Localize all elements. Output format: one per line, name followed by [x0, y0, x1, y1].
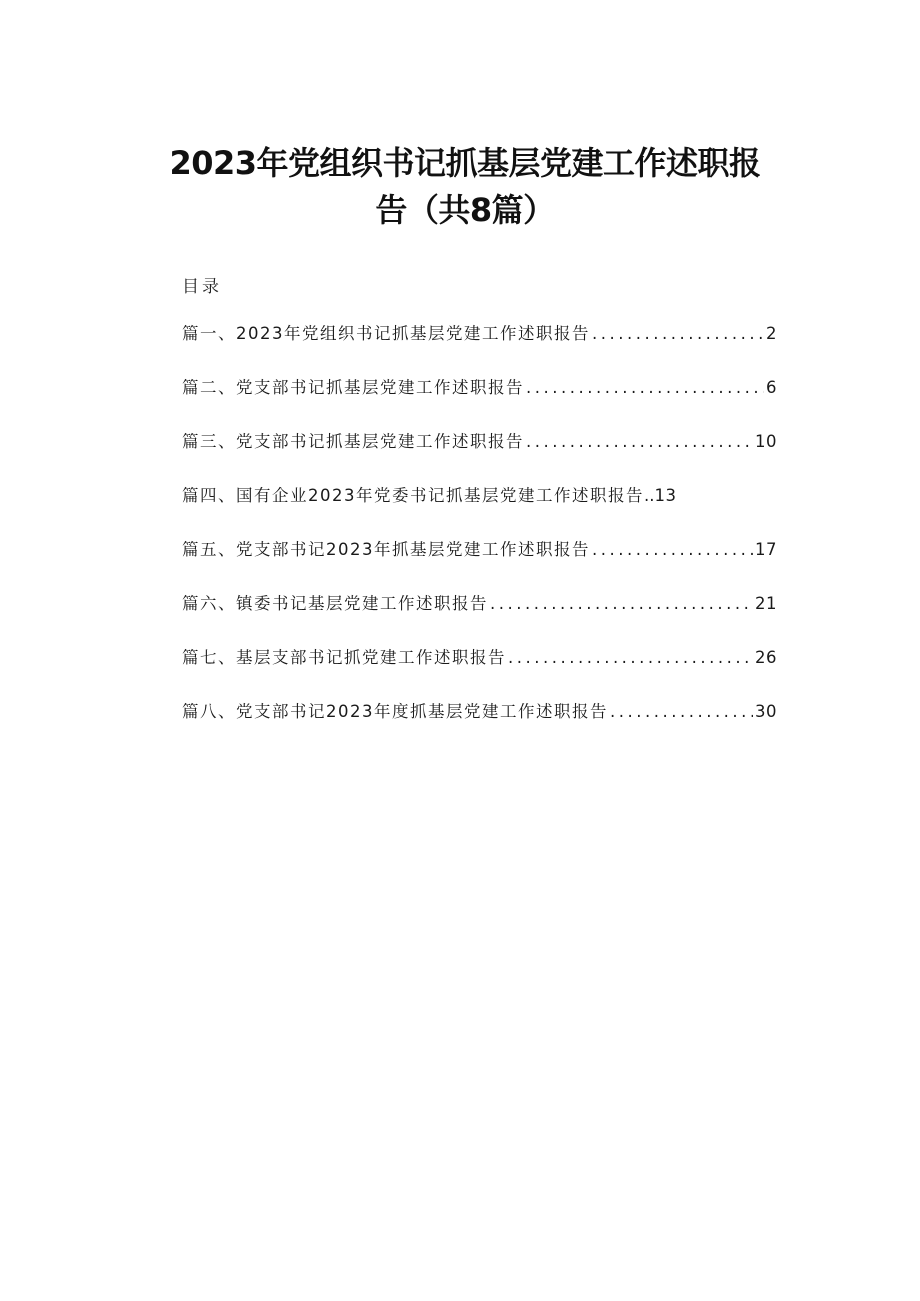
toc-entry-title: 篇八、党支部书记2023年度抓基层党建工作述职报告 — [182, 702, 608, 721]
toc-entry-5[interactable] — [182, 536, 777, 590]
toc-entry-page: 21 — [755, 594, 777, 613]
toc-entry-page: 2 — [766, 324, 777, 343]
toc-entry-page: 6 — [766, 378, 777, 397]
toc-entry-4[interactable] — [182, 482, 777, 536]
toc-leader-dots — [490, 594, 753, 613]
table-of-contents — [182, 320, 777, 752]
toc-leader-dots — [592, 324, 764, 343]
toc-leader-dots — [526, 378, 764, 397]
toc-entry-8[interactable] — [182, 698, 777, 752]
toc-leader-dots — [526, 432, 753, 451]
toc-entry-page: 17 — [755, 540, 777, 559]
toc-leader-dots — [508, 648, 753, 667]
toc-entry-7[interactable] — [182, 644, 777, 698]
toc-entry-6[interactable] — [182, 590, 777, 644]
toc-entry-title: 篇三、党支部书记抓基层党建工作述职报告 — [182, 432, 524, 451]
toc-entry-title: 篇五、党支部书记2023年抓基层党建工作述职报告 — [182, 540, 590, 559]
toc-entry-page: 30 — [755, 702, 777, 721]
toc-entry-1[interactable] — [182, 320, 777, 374]
toc-leader-dots — [592, 540, 753, 559]
toc-leader-dots — [610, 702, 753, 721]
toc-leader-dots — [644, 486, 655, 505]
toc-entry-title: 篇四、国有企业2023年党委书记抓基层党建工作述职报告 — [182, 486, 644, 505]
toc-entry-page: 10 — [755, 432, 777, 451]
toc-entry-title: 篇一、2023年党组织书记抓基层党建工作述职报告 — [182, 324, 590, 343]
toc-entry-title: 篇七、基层支部书记抓党建工作述职报告 — [182, 648, 506, 667]
toc-entry-title: 篇六、镇委书记基层党建工作述职报告 — [182, 594, 488, 613]
toc-entry-page: 13 — [654, 486, 677, 505]
document-title-line-2: 告（共8篇） — [375, 191, 555, 229]
toc-entry-page: 26 — [755, 648, 777, 667]
toc-entry-title: 篇二、党支部书记抓基层党建工作述职报告 — [182, 378, 524, 397]
document-title-line-1: 2023年党组织书记抓基层党建工作述职报 — [169, 144, 761, 182]
toc-heading: 目录 — [182, 277, 222, 297]
toc-entry-2[interactable] — [182, 374, 777, 428]
toc-entry-3[interactable] — [182, 428, 777, 482]
